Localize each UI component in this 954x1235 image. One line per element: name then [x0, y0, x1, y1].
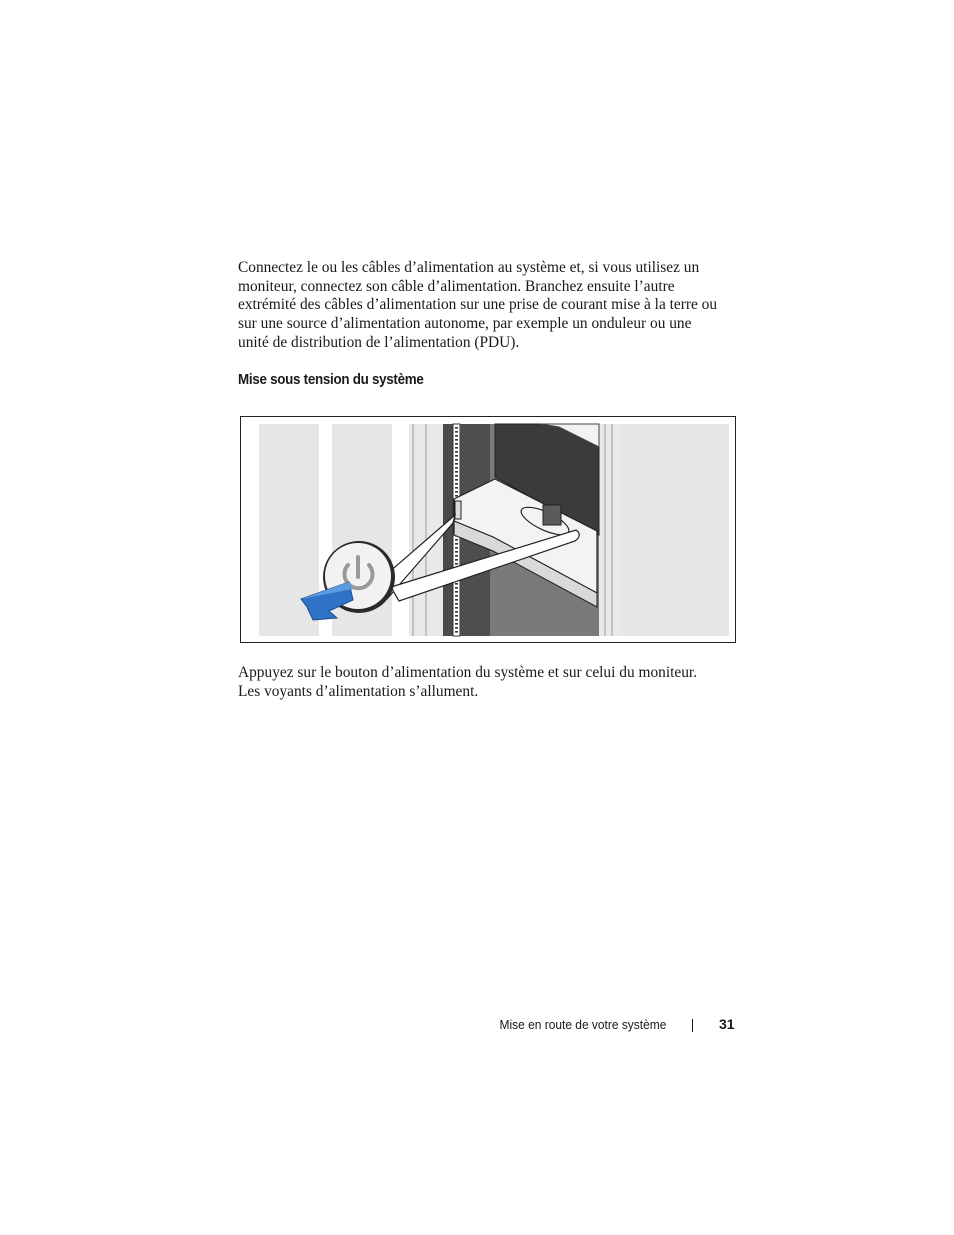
intro-paragraph: [238, 259, 738, 353]
rail-hole: [455, 427, 458, 429]
rail-hole: [455, 471, 458, 473]
rail-hole: [455, 587, 458, 589]
rail-hole: [455, 467, 458, 469]
rail-hole: [455, 543, 458, 545]
page-number: 31: [719, 1016, 735, 1032]
footer-separator: [692, 1019, 693, 1032]
paragraph-line: Appuyez sur le bouton d’alimentation du système et sur celui du moniteur.: [238, 664, 698, 681]
page-footer: [0, 1016, 954, 1036]
instruction-paragraph: [238, 664, 738, 701]
rail-hole: [455, 559, 458, 561]
paragraph-line: Connectez le ou les câbles d’alimentation au système et, si vous utilisez un: [238, 259, 700, 276]
rail-hole: [455, 435, 458, 437]
rail-hole: [455, 451, 458, 453]
rail-hole: [455, 583, 458, 585]
rail-hole: [455, 491, 458, 493]
rail-hole: [455, 447, 458, 449]
rail-hole: [455, 611, 458, 613]
rail-hole: [455, 439, 458, 441]
rack-rail-right: [599, 424, 619, 636]
rail-hole: [455, 483, 458, 485]
rail-hole: [455, 455, 458, 457]
rack-server-drawing: [241, 417, 735, 642]
rail-hole: [455, 487, 458, 489]
rail-hole: [455, 619, 458, 621]
section-heading: Mise sous tension du système: [238, 372, 424, 388]
rail-hole: [455, 459, 458, 461]
rail-hole: [455, 623, 458, 625]
rail-hole: [455, 599, 458, 601]
footer-title: Mise en route de votre système: [499, 1017, 666, 1032]
rail-hole: [455, 591, 458, 593]
rack-panel: [619, 424, 729, 636]
paragraph-line: sur une source d’alimentation autonome, par exemple un onduleur ou une: [238, 315, 692, 333]
rail-hole: [455, 443, 458, 445]
rail-hole: [455, 603, 458, 605]
rail-hole: [455, 431, 458, 433]
paragraph-line: moniteur, connectez son câble d’alimentation. Branchez ensuite l’autre: [238, 277, 675, 295]
rail-hole: [455, 547, 458, 549]
rail-hole: [455, 495, 458, 497]
rail-hole: [455, 563, 458, 565]
rail-hole: [455, 551, 458, 553]
rail-hole: [455, 615, 458, 617]
rail-hole: [455, 595, 458, 597]
rail-hole: [455, 479, 458, 481]
power-on-illustration: [240, 416, 736, 643]
paragraph-line: extrémité des câbles d’alimentation sur une prise de courant mise à la terre ou: [238, 296, 718, 314]
rail-hole: [455, 463, 458, 465]
rail-hole: [455, 555, 458, 557]
rail-hole: [455, 475, 458, 477]
rail-hole: [455, 607, 458, 609]
rail-hole: [455, 631, 458, 633]
paragraph-line: unité de distribution de l’alimentation (PDU).: [238, 333, 520, 351]
server-power-button: [455, 501, 461, 519]
paragraph-line: Les voyants d’alimentation s’allument.: [238, 682, 479, 700]
rail-hole: [455, 627, 458, 629]
rail-hole: [455, 539, 458, 541]
